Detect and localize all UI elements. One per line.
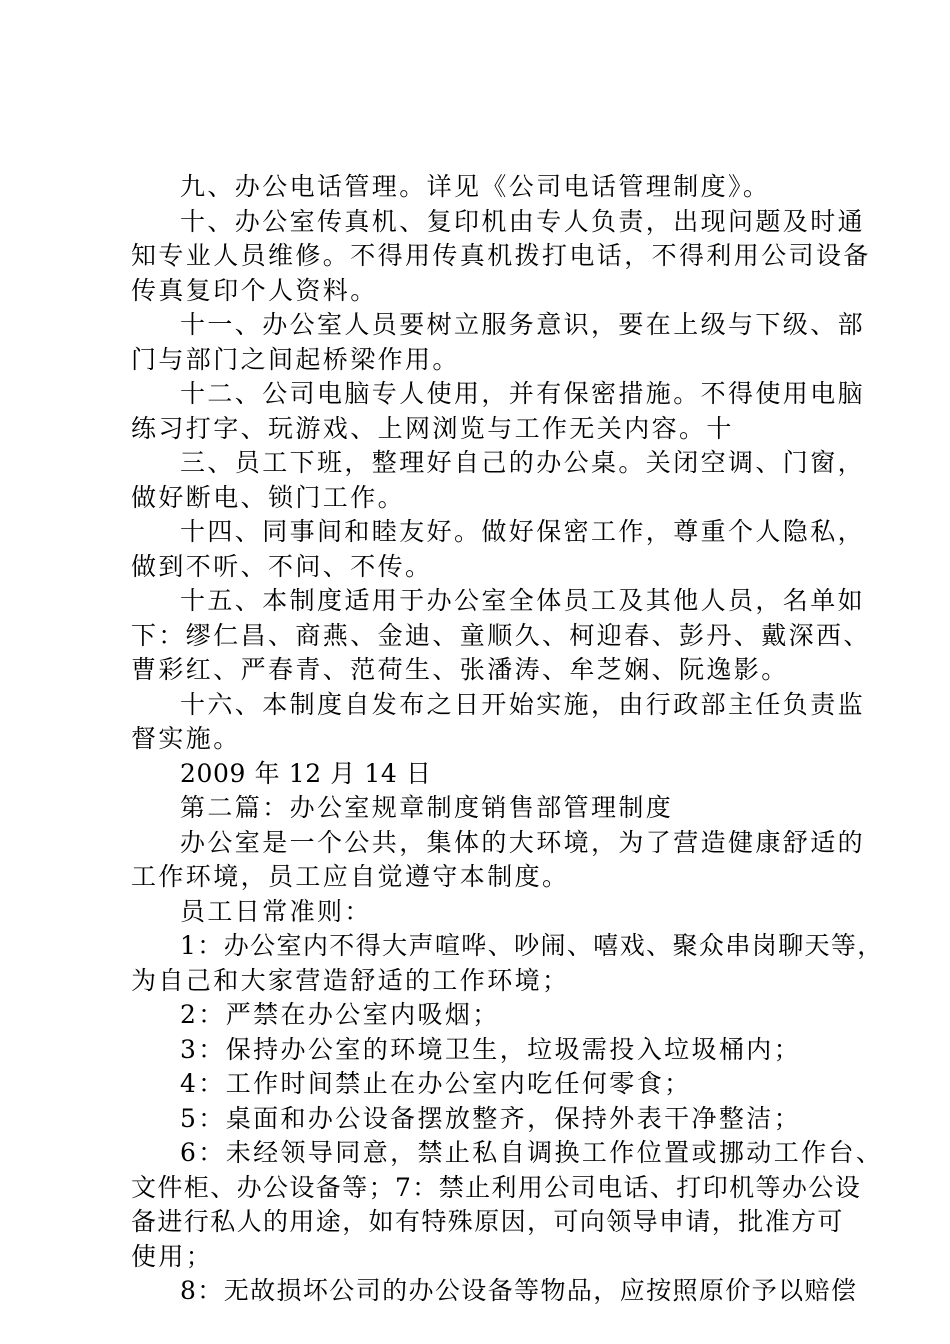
text-line: 做好断电、锁门工作。 (131, 482, 406, 512)
text-line: 知专业人员维修。不得用传真机拨打电话，不得利用公司设备 (131, 241, 871, 270)
text-line: 传真复印个人资料。 (131, 275, 378, 305)
text-line: 十二、公司电脑专人使用，并有保密措施。不得使用电脑 (180, 379, 866, 408)
text-line: 文件柜、办公设备等；7：禁止利用公司电话、打印机等办公设 (131, 1172, 862, 1202)
rule-item: 2：严禁在办公室内吸烟； (180, 1000, 500, 1029)
section-heading: 第二篇：办公室规章制度销售部管理制度 (180, 793, 674, 822)
rule-item: 6：未经领导同意，禁止私自调换工作位置或挪动工作台、 (180, 1138, 884, 1167)
text-line: 三、员工下班，整理好自己的办公桌。关闭空调、门窗， (180, 448, 866, 477)
text-line: 十、办公室传真机、复印机由专人负责，出现问题及时通 (180, 206, 866, 236)
text-line: 工作环境，员工应自觉遵守本制度。 (131, 862, 570, 891)
rule-item: 3：保持办公室的环境卫生，垃圾需投入垃圾桶内； (180, 1034, 802, 1064)
text-line: 下：缪仁昌、商燕、金迪、童顺久、柯迎春、彭丹、戴深西、 (131, 620, 871, 650)
text-line: 九、办公电话管理。详见《公司电话管理制度》。 (180, 172, 771, 201)
text-line: 十五、本制度适用于办公室全体员工及其他人员，名单如 (180, 586, 866, 615)
rule-item: 1：办公室内不得大声喧哗、吵闹、嘻戏、聚众串岗聊天等， (180, 931, 884, 960)
date-line: 2009 年 12 月 14 日 (180, 758, 432, 788)
rule-item: 8：无故损坏公司的办公设备等物品，应按照原价予以赔偿 (180, 1276, 858, 1305)
text-line: 做到不听、不问、不传。 (131, 551, 433, 581)
subheading-line: 员工日常准则： (180, 896, 372, 926)
text-line: 十六、本制度自发布之日开始实施，由行政部主任负责监 (180, 689, 866, 719)
text-line: 曹彩红、严春青、范荷生、张潘涛、牟芝娴、阮逸影。 (131, 655, 789, 684)
text-line: 办公室是一个公共，集体的大环境，为了营造健康舒适的 (180, 827, 866, 857)
text-line: 使用； (131, 1241, 214, 1271)
rule-item: 4：工作时间禁止在办公室内吃任何零食； (180, 1069, 692, 1098)
text-line: 备进行私人的用途，如有特殊原因，可向领导申请，批准方可 (131, 1207, 844, 1236)
text-line: 十四、同事间和睦友好。做好保密工作，尊重个人隐私， (180, 517, 866, 546)
text-line: 督实施。 (131, 724, 241, 753)
text-line: 十一、办公室人员要树立服务意识，要在上级与下级、部 (180, 310, 866, 339)
text-line: 练习打字、玩游戏、上网浏览与工作无关内容。十 (131, 413, 734, 443)
text-line: 门与部门之间起桥梁作用。 (131, 344, 460, 374)
text-line: 为自己和大家营造舒适的工作环境； (131, 965, 570, 995)
rule-item: 5：桌面和办公设备摆放整齐，保持外表干净整洁； (180, 1103, 802, 1133)
document-body (131, 170, 884, 1309)
